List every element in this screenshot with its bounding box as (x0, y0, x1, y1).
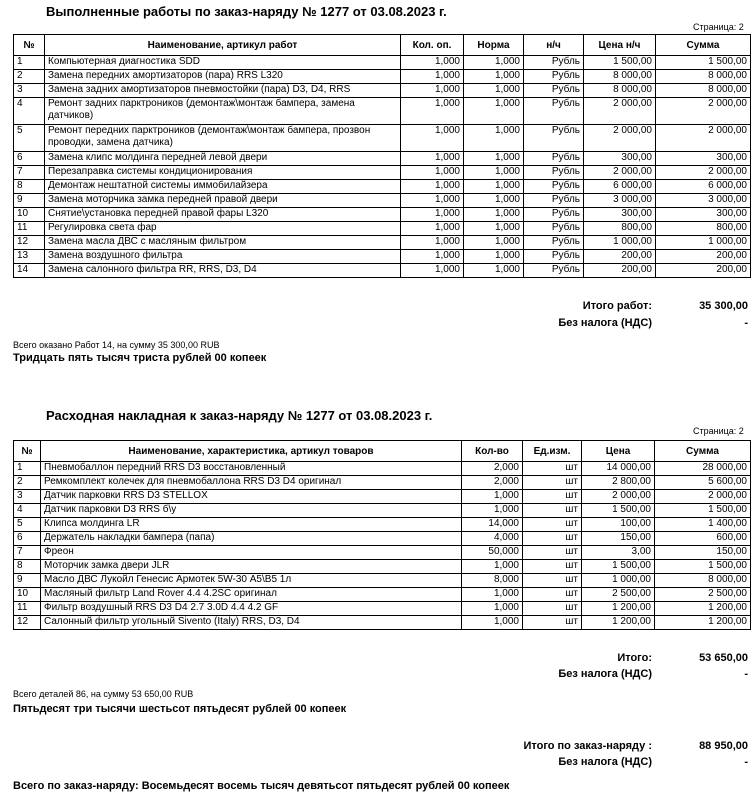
work-name: Перезаправка системы кондиционирования (45, 166, 401, 180)
work-name: Ремонт передних парктроников (демонтаж\монтаж бампера, прозвон проводки, замена датчика) (45, 125, 401, 152)
part-unit: шт (523, 602, 582, 616)
work-norm: 1,000 (464, 194, 524, 208)
row-number: 6 (14, 152, 45, 166)
parts-table-row (14, 532, 751, 546)
part-price: 1 500,00 (582, 560, 655, 574)
row-number: 5 (14, 125, 45, 152)
row-number: 2 (14, 476, 41, 490)
work-qty: 1,000 (401, 180, 464, 194)
parts-col-qty: Кол-во (462, 441, 523, 462)
part-name: Клипса молдинга LR (41, 518, 462, 532)
work-qty: 1,000 (401, 264, 464, 278)
row-number: 7 (14, 166, 45, 180)
part-price: 150,00 (582, 532, 655, 546)
work-sum: 1 000,00 (656, 236, 751, 250)
part-sum: 8 000,00 (655, 574, 751, 588)
works-total-label: Итого работ: (582, 300, 652, 312)
parts-table-row (14, 504, 751, 518)
part-sum: 5 600,00 (655, 476, 751, 490)
part-qty: 2,000 (462, 476, 523, 490)
work-norm: 1,000 (464, 208, 524, 222)
part-name: Фильтр воздушный RRS D3 D4 2.7 3.0D 4.4 4.2 GF (41, 602, 462, 616)
work-price: 3 000,00 (584, 194, 656, 208)
work-qty: 1,000 (401, 56, 464, 70)
parts-tax-label: Без налога (НДС) (558, 668, 652, 680)
work-qty: 1,000 (401, 84, 464, 98)
part-price: 2 000,00 (582, 490, 655, 504)
parts-table-row (14, 476, 751, 490)
works-table-row (14, 180, 751, 194)
work-norm: 1,000 (464, 222, 524, 236)
work-price: 6 000,00 (584, 180, 656, 194)
row-number: 13 (14, 250, 45, 264)
part-name: Моторчик замка двери JLR (41, 560, 462, 574)
work-name: Замена передних амортизаторов (пара) RRS L320 (45, 70, 401, 84)
part-price: 2 500,00 (582, 588, 655, 602)
row-number: 2 (14, 70, 45, 84)
work-unit: Рубль (524, 208, 584, 222)
part-name: Масляный фильтр Land Rover 4.4 4.2SC оригинал (41, 588, 462, 602)
part-sum: 28 000,00 (655, 462, 751, 476)
work-qty: 1,000 (401, 98, 464, 125)
part-sum: 150,00 (655, 546, 751, 560)
works-col-unit: н/ч (524, 35, 584, 56)
row-number: 9 (14, 574, 41, 588)
row-number: 5 (14, 518, 41, 532)
parts-col-name: Наименование, характеристика, артикул товаров (41, 441, 462, 462)
work-name: Замена салонного фильтра RR, RRS, D3, D4 (45, 264, 401, 278)
part-price: 100,00 (582, 518, 655, 532)
row-number: 3 (14, 84, 45, 98)
parts-col-unit: Ед.изм. (523, 441, 582, 462)
works-page-number: Страница: 2 (693, 22, 744, 32)
work-price: 200,00 (584, 250, 656, 264)
work-norm: 1,000 (464, 180, 524, 194)
work-unit: Рубль (524, 236, 584, 250)
works-table-row (14, 70, 751, 84)
part-qty: 2,000 (462, 462, 523, 476)
part-unit: шт (523, 532, 582, 546)
part-name: Фреон (41, 546, 462, 560)
works-col-norm: Норма (464, 35, 524, 56)
part-name: Датчик парковки RRS D3 STELLOX (41, 490, 462, 504)
works-total-value: 35 300,00 (699, 300, 748, 312)
work-name: Ремонт задних парктроников (демонтаж\монтаж бампера, замена датчиков) (45, 98, 401, 125)
part-name: Датчик парковки D3 RRS б\у (41, 504, 462, 518)
works-header-row (14, 35, 751, 56)
part-sum: 1 200,00 (655, 616, 751, 630)
work-price: 2 000,00 (584, 98, 656, 125)
parts-table-row (14, 462, 751, 476)
part-sum: 600,00 (655, 532, 751, 546)
part-qty: 1,000 (462, 602, 523, 616)
work-name: Демонтаж нештатной системы иммобилайзера (45, 180, 401, 194)
work-qty: 1,000 (401, 125, 464, 152)
part-price: 1 000,00 (582, 574, 655, 588)
parts-table-row (14, 518, 751, 532)
work-norm: 1,000 (464, 125, 524, 152)
part-qty: 1,000 (462, 504, 523, 518)
parts-total-value: 53 650,00 (699, 652, 748, 664)
work-sum: 200,00 (656, 250, 751, 264)
work-sum: 2 000,00 (656, 98, 751, 125)
work-qty: 1,000 (401, 250, 464, 264)
work-norm: 1,000 (464, 56, 524, 70)
part-sum: 1 500,00 (655, 504, 751, 518)
part-unit: шт (523, 490, 582, 504)
part-price: 2 800,00 (582, 476, 655, 490)
works-col-name: Наименование, артикул работ (45, 35, 401, 56)
work-norm: 1,000 (464, 264, 524, 278)
part-price: 1 500,00 (582, 504, 655, 518)
row-number: 11 (14, 602, 41, 616)
part-price: 1 200,00 (582, 616, 655, 630)
grand-tax-label: Без налога (НДС) (558, 756, 652, 768)
part-name: Пневмобаллон передний RRS D3 восстановленный (41, 462, 462, 476)
part-sum: 2 500,00 (655, 588, 751, 602)
part-qty: 50,000 (462, 546, 523, 560)
parts-table-row (14, 574, 751, 588)
work-unit: Рубль (524, 180, 584, 194)
part-name: Ремкомплект колечек для пневмобаллона RRS D3 D4 оригинал (41, 476, 462, 490)
parts-table (13, 440, 751, 630)
works-col-qty: Кол. оп. (401, 35, 464, 56)
works-table-row (14, 98, 751, 125)
row-number: 12 (14, 236, 45, 250)
row-number: 8 (14, 560, 41, 574)
work-unit: Рубль (524, 125, 584, 152)
work-sum: 300,00 (656, 208, 751, 222)
row-number: 11 (14, 222, 45, 236)
grand-total-value: 88 950,00 (699, 740, 748, 752)
works-col-price: Цена н/ч (584, 35, 656, 56)
work-price: 2 000,00 (584, 166, 656, 180)
work-qty: 1,000 (401, 236, 464, 250)
part-qty: 14,000 (462, 518, 523, 532)
part-qty: 4,000 (462, 532, 523, 546)
work-unit: Рубль (524, 56, 584, 70)
parts-table-row (14, 490, 751, 504)
work-name: Замена задних амортизаторов пневмостойки (пара) D3, D4, RRS (45, 84, 401, 98)
parts-table-row (14, 616, 751, 630)
works-table-row (14, 125, 751, 152)
part-unit: шт (523, 546, 582, 560)
work-norm: 1,000 (464, 98, 524, 125)
works-col-sum: Сумма (656, 35, 751, 56)
parts-table-row (14, 560, 751, 574)
work-price: 300,00 (584, 208, 656, 222)
row-number: 1 (14, 56, 45, 70)
work-name: Регулировка света фар (45, 222, 401, 236)
part-qty: 1,000 (462, 616, 523, 630)
works-table (13, 34, 751, 278)
part-qty: 1,000 (462, 490, 523, 504)
part-qty: 1,000 (462, 588, 523, 602)
works-title: Выполненные работы по заказ-наряду № 1277 от 03.08.2023 г. (46, 4, 447, 19)
grand-tax-value: - (744, 756, 748, 768)
work-norm: 1,000 (464, 152, 524, 166)
work-name: Снятие\установка передней правой фары L320 (45, 208, 401, 222)
work-norm: 1,000 (464, 70, 524, 84)
row-number: 14 (14, 264, 45, 278)
work-price: 200,00 (584, 264, 656, 278)
parts-col-number: № (14, 441, 41, 462)
work-name: Замена масла ДВС с масляным фильтром (45, 236, 401, 250)
row-number: 10 (14, 208, 45, 222)
part-unit: шт (523, 504, 582, 518)
work-qty: 1,000 (401, 70, 464, 84)
works-table-row (14, 152, 751, 166)
work-sum: 8 000,00 (656, 70, 751, 84)
parts-amount-in-words: Пятьдесят три тысячи шестьсот пятьдесят рублей 00 копеек (13, 703, 347, 715)
work-unit: Рубль (524, 194, 584, 208)
part-price: 3,00 (582, 546, 655, 560)
part-sum: 1 200,00 (655, 602, 751, 616)
part-name: Салонный фильтр угольный Sivento (Italy) RRS, D3, D4 (41, 616, 462, 630)
part-price: 14 000,00 (582, 462, 655, 476)
works-tax-label: Без налога (НДС) (558, 317, 652, 329)
parts-table-row (14, 546, 751, 560)
part-unit: шт (523, 518, 582, 532)
row-number: 6 (14, 532, 41, 546)
part-unit: шт (523, 574, 582, 588)
part-unit: шт (523, 462, 582, 476)
work-qty: 1,000 (401, 166, 464, 180)
work-name: Замена клипс молдинга передней левой двери (45, 152, 401, 166)
work-norm: 1,000 (464, 236, 524, 250)
work-unit: Рубль (524, 250, 584, 264)
works-table-row (14, 194, 751, 208)
row-number: 12 (14, 616, 41, 630)
parts-table-row (14, 588, 751, 602)
works-table-row (14, 56, 751, 70)
work-unit: Рубль (524, 84, 584, 98)
work-norm: 1,000 (464, 84, 524, 98)
parts-summary: Всего деталей 86, на сумму 53 650,00 RUB (13, 689, 194, 699)
part-sum: 1 400,00 (655, 518, 751, 532)
work-sum: 2 000,00 (656, 125, 751, 152)
row-number: 9 (14, 194, 45, 208)
work-sum: 1 500,00 (656, 56, 751, 70)
work-sum: 6 000,00 (656, 180, 751, 194)
parts-table-body (14, 462, 751, 630)
work-sum: 200,00 (656, 264, 751, 278)
work-sum: 8 000,00 (656, 84, 751, 98)
parts-col-sum: Сумма (655, 441, 751, 462)
parts-page-number: Страница: 2 (693, 426, 744, 436)
work-sum: 2 000,00 (656, 166, 751, 180)
row-number: 10 (14, 588, 41, 602)
row-number: 4 (14, 98, 45, 125)
work-price: 2 000,00 (584, 125, 656, 152)
work-unit: Рубль (524, 264, 584, 278)
works-table-row (14, 236, 751, 250)
grand-total-label: Итого по заказ-наряду : (523, 740, 652, 752)
work-unit: Рубль (524, 166, 584, 180)
work-unit: Рубль (524, 70, 584, 84)
row-number: 7 (14, 546, 41, 560)
work-price: 1 500,00 (584, 56, 656, 70)
part-unit: шт (523, 588, 582, 602)
part-qty: 1,000 (462, 560, 523, 574)
part-name: Держатель накладки бампера (папа) (41, 532, 462, 546)
works-summary: Всего оказано Работ 14, на сумму 35 300,00 RUB (13, 340, 220, 350)
work-qty: 1,000 (401, 208, 464, 222)
work-sum: 800,00 (656, 222, 751, 236)
parts-title: Расходная накладная к заказ-наряду № 1277 от 03.08.2023 г. (46, 408, 433, 423)
parts-header-row (14, 441, 751, 462)
grand-amount-in-words: Всего по заказ-наряду: Восемьдесят восемь тысяч девятьсот пятьдесят рублей 00 копеек (13, 780, 510, 792)
part-unit: шт (523, 616, 582, 630)
parts-tax-value: - (744, 668, 748, 680)
part-sum: 1 500,00 (655, 560, 751, 574)
works-amount-in-words: Тридцать пять тысяч триста рублей 00 копеек (13, 352, 267, 364)
part-qty: 8,000 (462, 574, 523, 588)
works-col-number: № (14, 35, 45, 56)
work-price: 8 000,00 (584, 84, 656, 98)
work-price: 800,00 (584, 222, 656, 236)
part-unit: шт (523, 560, 582, 574)
works-table-row (14, 264, 751, 278)
work-unit: Рубль (524, 152, 584, 166)
works-table-row (14, 222, 751, 236)
row-number: 4 (14, 504, 41, 518)
parts-col-price: Цена (582, 441, 655, 462)
part-unit: шт (523, 476, 582, 490)
works-table-row (14, 208, 751, 222)
work-qty: 1,000 (401, 194, 464, 208)
work-sum: 300,00 (656, 152, 751, 166)
works-tax-value: - (744, 317, 748, 329)
work-name: Замена моторчика замка передней правой двери (45, 194, 401, 208)
parts-table-row (14, 602, 751, 616)
part-price: 1 200,00 (582, 602, 655, 616)
part-name: Масло ДВС Лукойл Генесис Армотек 5W-30 А5\В5 1л (41, 574, 462, 588)
works-table-row (14, 166, 751, 180)
work-unit: Рубль (524, 98, 584, 125)
work-unit: Рубль (524, 222, 584, 236)
works-table-row (14, 250, 751, 264)
work-qty: 1,000 (401, 222, 464, 236)
work-norm: 1,000 (464, 166, 524, 180)
works-table-row (14, 84, 751, 98)
row-number: 1 (14, 462, 41, 476)
works-table-body (14, 56, 751, 278)
work-name: Компьютерная диагностика SDD (45, 56, 401, 70)
work-sum: 3 000,00 (656, 194, 751, 208)
work-norm: 1,000 (464, 250, 524, 264)
row-number: 3 (14, 490, 41, 504)
work-price: 1 000,00 (584, 236, 656, 250)
parts-total-label: Итого: (617, 652, 652, 664)
work-price: 8 000,00 (584, 70, 656, 84)
work-name: Замена воздушного фильтра (45, 250, 401, 264)
work-price: 300,00 (584, 152, 656, 166)
part-sum: 2 000,00 (655, 490, 751, 504)
row-number: 8 (14, 180, 45, 194)
work-qty: 1,000 (401, 152, 464, 166)
